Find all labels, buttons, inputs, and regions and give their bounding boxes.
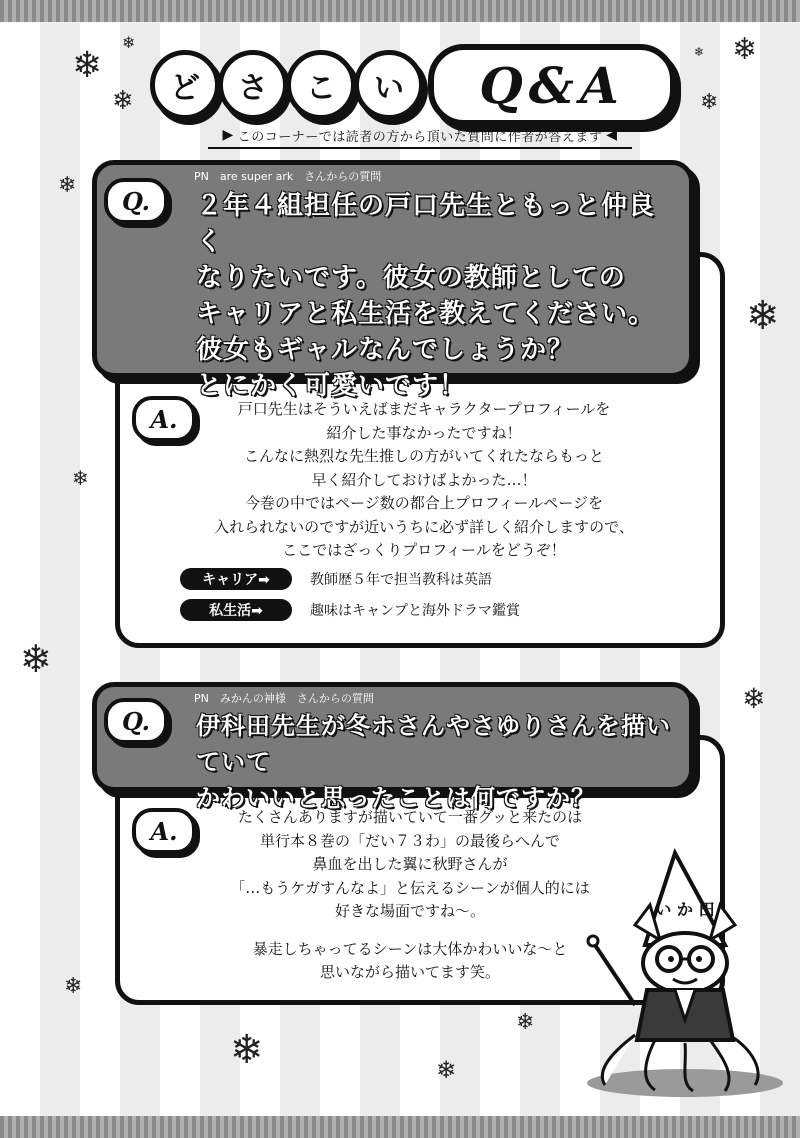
answer-line: 好きな場面ですね～。 — [334, 902, 485, 920]
a-badge-1: A. — [132, 396, 196, 442]
triangle-left-icon: ◀ — [606, 127, 618, 143]
mascot-hat-text: い か 田 — [655, 900, 715, 919]
question-line: 彼女もギャルなんでしょうか？ — [196, 335, 575, 365]
triangle-right-icon: ▶ — [222, 127, 234, 143]
a-badge-2: A. — [132, 808, 196, 854]
answer-line: 「…もうケガすんなよ」と伝えるシーンが個人的には — [230, 878, 590, 897]
subtitle-text: このコーナーでは読者の方から頂いた質問に作者が答えます — [237, 129, 603, 145]
snowflake-icon: ❄ — [516, 1010, 535, 1035]
snowflake-icon: ❄ — [742, 682, 766, 715]
snowflake-icon: ❄ — [58, 173, 77, 198]
question-text-1 — [196, 188, 676, 404]
question-line: 伊科田先生が冬ホさんやさゆりさんを描いていて — [196, 712, 671, 776]
title-char: い — [354, 50, 424, 120]
profile-row-career — [180, 568, 492, 590]
answer-line: 戸口先生はそういえばまだキャラクタープロフィールを — [237, 400, 611, 418]
q-badge-1: Q. — [104, 178, 168, 224]
title-char: さ — [218, 50, 288, 120]
q-badge-2: Q. — [104, 698, 168, 744]
private-life-value: 趣味はキャンプと海外ドラマ鑑賞 — [310, 603, 520, 619]
question-line: ２年４組担任の戸口先生ともっと仲良く — [196, 191, 656, 257]
answer-line: 紹介した事なかったですね！ — [326, 423, 522, 442]
answer-line: 早く紹介しておけばよかった…！ — [311, 470, 537, 489]
question-line: キャリアと私生活を教えてください。 — [196, 299, 656, 329]
question-line: かわいいと思ったことは何ですか？ — [196, 784, 596, 812]
subtitle-underline — [208, 147, 632, 149]
answer-line: ここではざっくりプロフィールをどうぞ！ — [282, 541, 566, 559]
pen-name-1: PN are super ark さんからの質問 — [194, 170, 382, 183]
snowflake-icon: ❄ — [746, 293, 780, 339]
squid-mascot — [575, 845, 785, 1100]
snowflake-icon: ❄ — [694, 45, 705, 59]
answer-line: 思いながら描いてます笑。 — [319, 963, 500, 981]
snowflake-icon: ❄ — [64, 974, 83, 999]
answer-line: 鼻血を出した翼に秋野さんが — [312, 855, 508, 873]
snowflake-icon: ❄ — [122, 33, 136, 52]
top-stripe-band — [0, 0, 800, 22]
question-line: なりたいです。彼女の教師としての — [196, 263, 626, 293]
answer-line: こんなに熱烈な先生推しの方がいてくれたならもっと — [243, 447, 604, 465]
career-value: 教師歴５年で担当教科は英語 — [310, 572, 492, 588]
career-label: キャリア➡ — [180, 568, 292, 590]
title-char: こ — [286, 50, 356, 120]
answer-line: 単行本８巻の「だい７３わ」の最後らへんで — [259, 831, 560, 850]
answer-line: たくさんありますが描いていて一番グッと来たのは — [237, 808, 583, 826]
answer-line: 暴走しちゃってるシーンは大体かわいいな～と — [252, 939, 568, 958]
page-title — [150, 42, 670, 122]
pen-name-2: PN みかんの神様 さんからの質問 — [194, 692, 374, 705]
profile-row-private — [180, 599, 520, 621]
bottom-stripe-band — [0, 1116, 800, 1138]
answer-text-2 — [190, 806, 630, 985]
snowflake-icon: ❄ — [112, 86, 134, 116]
title-char: ど — [150, 50, 220, 120]
snowflake-icon: ❄ — [436, 1056, 457, 1084]
snowflake-icon: ❄ — [72, 466, 89, 490]
answer-line: 入れられないのですが近いうちに必ず詳しく紹介しますので、 — [214, 517, 634, 536]
answer-text-1 — [190, 398, 658, 563]
question-text-2 — [196, 708, 676, 816]
private-life-label: 私生活➡ — [180, 599, 292, 621]
snowflake-icon: ❄ — [20, 637, 52, 681]
snowflake-icon: ❄ — [230, 1027, 264, 1073]
snowflake-icon: ❄ — [700, 90, 719, 115]
snowflake-icon: ❄ — [732, 32, 758, 67]
answer-line: 今巻の中ではページ数の都合上プロフィールページを — [245, 494, 603, 512]
qa-logo: Q&A — [428, 44, 676, 126]
page-subtitle — [200, 124, 640, 146]
question-line: とにかく可愛いです！ — [196, 371, 467, 401]
snowflake-icon: ❄ — [72, 45, 103, 86]
